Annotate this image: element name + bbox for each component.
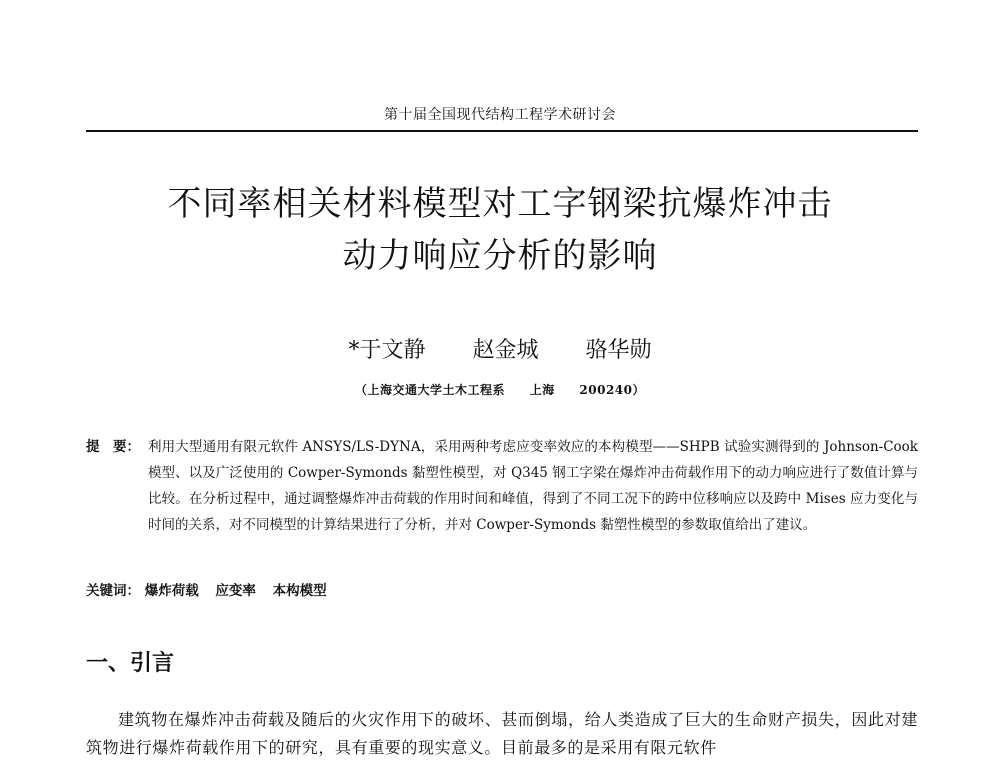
header-rule xyxy=(86,130,918,132)
affiliation xyxy=(0,381,1000,398)
abstract-label: 提 要： xyxy=(86,439,140,455)
keyword-1: 爆炸荷载 xyxy=(144,583,199,599)
title-line-2: 动力响应分析的影响 xyxy=(342,236,658,276)
affiliation-postcode: 200240） xyxy=(579,383,645,397)
running-header: 第十届全国现代结构工程学术研讨会 xyxy=(384,107,616,123)
keywords xyxy=(86,579,339,599)
intro-paragraph: 建筑物在爆炸冲击荷载及随后的火灾作用下的破坏、甚而倒塌，给人类造成了巨大的生命财产损失，因此对建筑物进行爆炸荷载作用下的研究，具有重要的现实意义。目前最多的是采用有限元软件 xyxy=(86,710,918,757)
keywords-label: 关键词： xyxy=(86,583,140,599)
paper-title xyxy=(0,178,1000,282)
author-3: 骆华勋 xyxy=(585,338,652,363)
author-1: *于文静 xyxy=(348,338,426,363)
author-2: 赵金城 xyxy=(472,338,539,363)
section-heading: 一、引言 xyxy=(86,651,175,676)
author-list xyxy=(0,333,1000,364)
keyword-3: 本构模型 xyxy=(272,583,327,599)
affiliation-department: （上海交通大学土木工程系 xyxy=(354,383,505,397)
keyword-2: 应变率 xyxy=(215,583,256,599)
abstract-text: 利用大型通用有限元软件 ANSYS/LS-DYNA，采用两种考虑应变率效应的本构模型——SHPB 试验实测得到的 Johnson-Cook 模型、以及广泛使用的 Cowper-Symonds 黏塑性模型，对 Q345 钢工字梁在爆炸冲击荷载作用下的动力响应进行了数值计算与比较。在分析过程中，通过调整爆炸冲击荷载的作用时间和峰值，得到了不同工况下的跨中位移响应以及跨中 Mises 应力变化与时间的关系，对不同模型的计算结果进行了分析，并对 Cowper-Symonds 黏塑性模型的参数取值给出了建议。 xyxy=(148,439,918,533)
title-line-1: 不同率相关材料模型对工字钢梁抗爆炸冲击 xyxy=(167,184,833,224)
abstract xyxy=(86,434,918,538)
affiliation-city: 上海 xyxy=(529,383,555,397)
